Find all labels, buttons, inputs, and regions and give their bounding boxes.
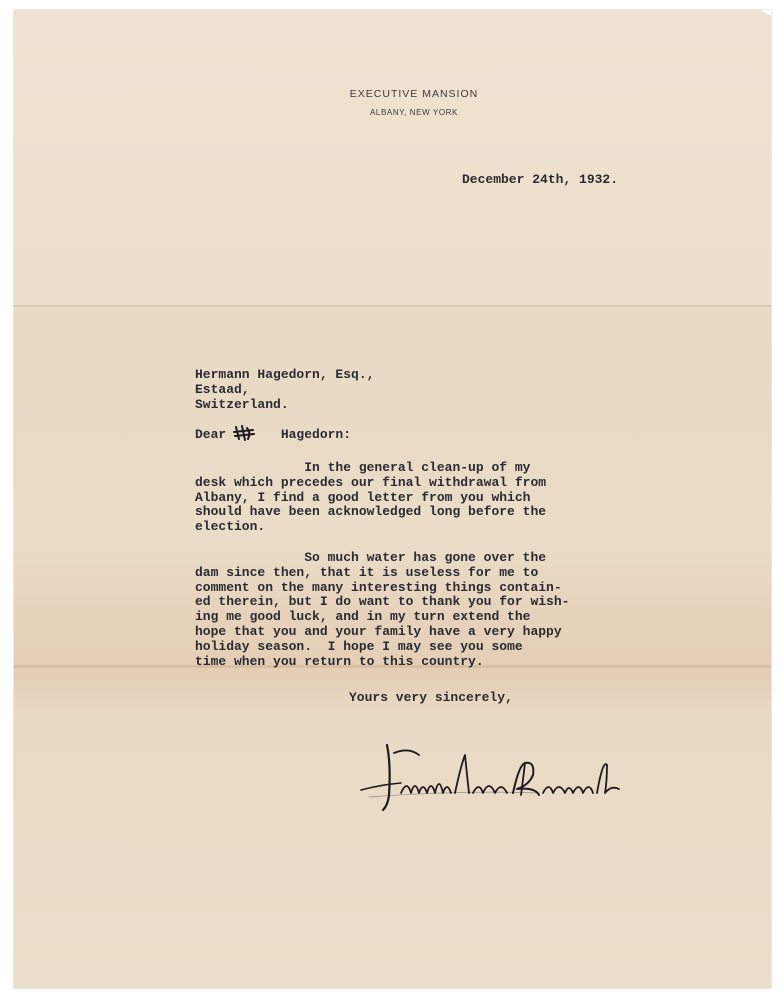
letterhead-title: EXECUTIVE MANSION: [349, 88, 479, 100]
signature: [339, 735, 639, 825]
handwritten-strikeout: [233, 424, 255, 442]
recipient-city: Estaad,: [195, 382, 250, 397]
fold-line-upper: [14, 305, 771, 307]
letter-sheet: [14, 10, 771, 988]
salutation: Dear Hagedorn:: [195, 427, 352, 442]
closing: Yours very sincerely,: [349, 690, 513, 705]
recipient-name: Hermann Hagedorn, Esq.,: [195, 367, 375, 382]
body-paragraph-2: So much water has gone over the dam since then, that it is useless for me to comment on the many interesting things contain- ed therein, but I do want to thank you for wish- ing me good luck, and in my turn extend the hope that you and your family have a very happy holiday season. I hope I may see you some time when you return to this country.: [195, 550, 570, 669]
letterhead-location: ALBANY, NEW YORK: [370, 108, 458, 117]
letter-date: December 24th, 1932.: [462, 172, 619, 187]
body-paragraph-1: In the general clean-up of my desk which precedes our final withdrawal from Albany, I find a good letter from you which should have been acknowledged long before the election.: [195, 460, 547, 535]
corner-tear: [761, 10, 771, 16]
recipient-country: Switzerland.: [195, 397, 289, 412]
